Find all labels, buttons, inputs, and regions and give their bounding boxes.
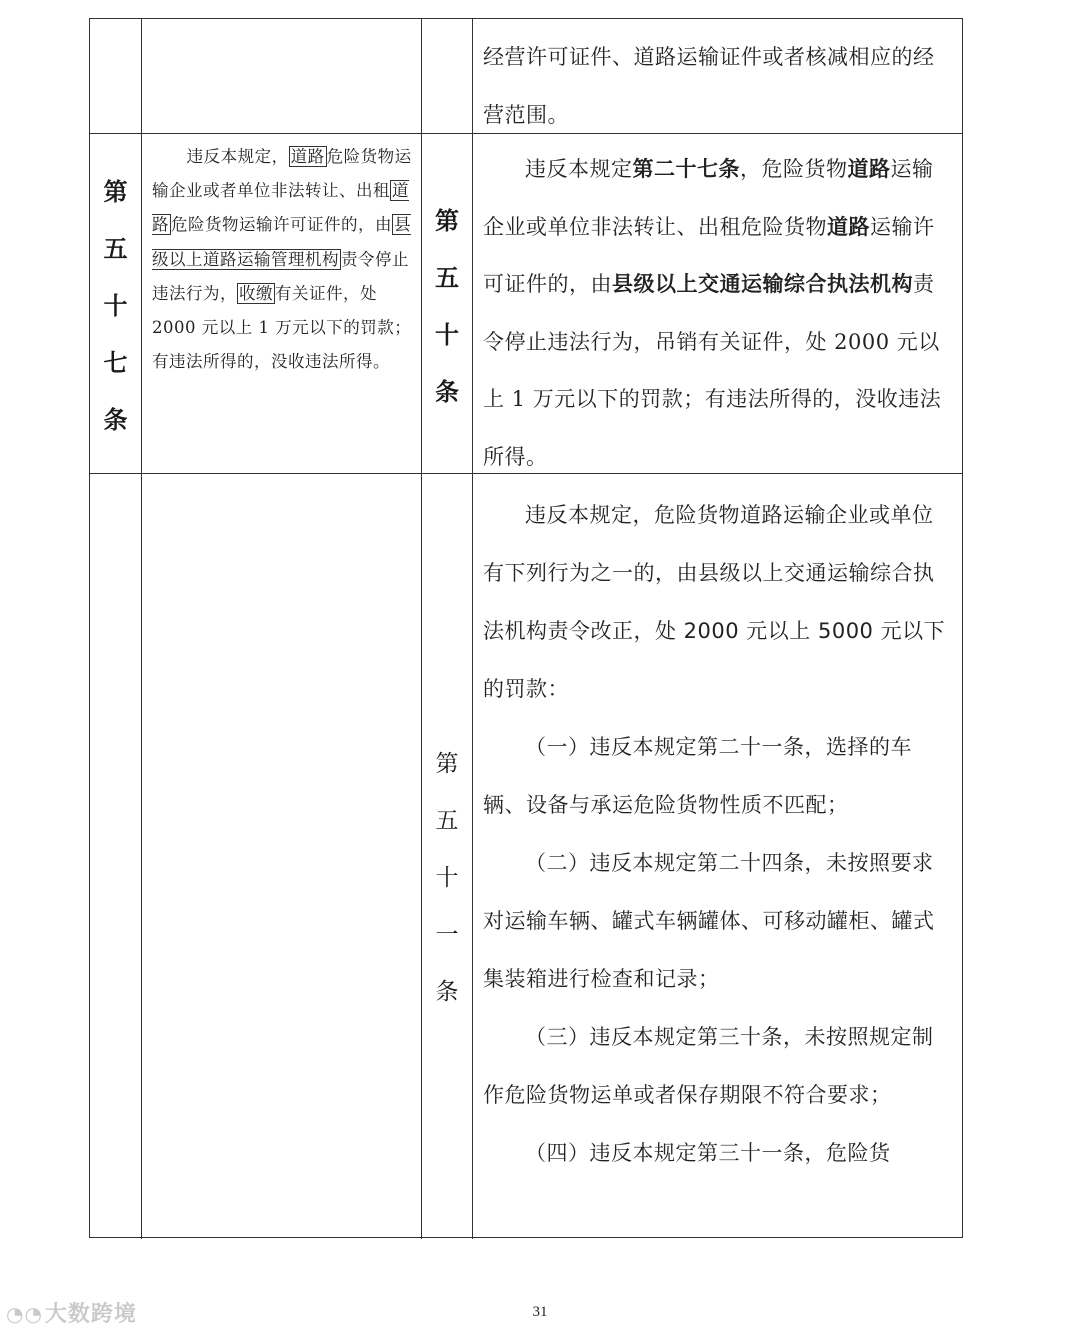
table-row — [90, 19, 962, 133]
old-article-cell — [90, 134, 141, 473]
paragraph: （一）违反本规定第二十一条，选择的车辆、设备与承运危险货物性质不匹配； — [483, 735, 912, 817]
marked-text: 道路 — [152, 181, 409, 235]
old-article-cell — [90, 474, 141, 1239]
watermark: ◔◔大数跨境 — [6, 1302, 137, 1327]
new-text-cell — [472, 19, 963, 133]
paragraph: 违反本规定，危险货物道路运输企业或单位有下列行为之一的，由县级以上交通运输综合执法机构责令改正，处 2000 元以上 5000 元以下的罚款： — [483, 503, 946, 701]
old-text-cell — [141, 134, 421, 473]
paragraph: （四）违反本规定第三十一条，危险货 — [525, 1141, 891, 1165]
table-row — [90, 473, 962, 1239]
new-article-label: 第 五 十 一 条 — [435, 751, 459, 1005]
old-text: 违反本规定， 道路 危险货物运输企业或者单位非法转让、出租 道路 危险货物运输许可证件的，由 县级以上道路运输管理机构 责令停止违法行为， 收缴 有关证件，处 2000 元以上 1 万元以下的罚款；有违法所得的，没收违法所得。 — [152, 147, 412, 372]
new-text-cell — [472, 474, 963, 1239]
old-text-cell — [141, 19, 421, 133]
new-article-cell — [421, 134, 472, 473]
new-text: 违反本规定第二十七条，危险货物道路运输企业或单位非法转让、出租危险货物道路运输许可证件的，由县级以上交通运输综合执法机构责令停止违法行为，吊销有关证件，处 2000 元以上 1 万元以下的罚款；有违法所得的，没收违法所得。 — [483, 157, 942, 469]
new-text-cell — [472, 134, 963, 473]
new-article-label: 第 五 十 条 — [435, 207, 459, 406]
old-text-cell — [141, 474, 421, 1239]
watermark-logo-icon: ◔◔ — [6, 1302, 43, 1326]
marked-text: 收缴 — [239, 283, 273, 303]
marked-text: 道路 — [290, 147, 325, 166]
paragraph: （二）违反本规定第二十四条，未按照要求对运输车辆、罐式车辆罐体、可移动罐柜、罐式集装箱进行检查和记录； — [483, 851, 935, 991]
marked-text: 县级以上道路运输管理机构 — [152, 215, 411, 269]
old-article-label: 第 五 十 七 条 — [103, 178, 128, 434]
new-text: 经营许可证件、道路运输证件或者核减相应的经营范围。 — [483, 45, 935, 127]
paragraph: （三）违反本规定第三十条，未按照规定制作危险货物运单或者保存期限不符合要求； — [483, 1025, 934, 1107]
new-text — [483, 486, 953, 1182]
new-article-cell — [421, 474, 472, 1239]
table-row — [90, 133, 962, 473]
new-article-cell — [421, 19, 472, 133]
page-number: 31 — [532, 1304, 548, 1320]
old-article-cell — [90, 19, 141, 133]
regulation-comparison-table — [89, 18, 963, 1238]
